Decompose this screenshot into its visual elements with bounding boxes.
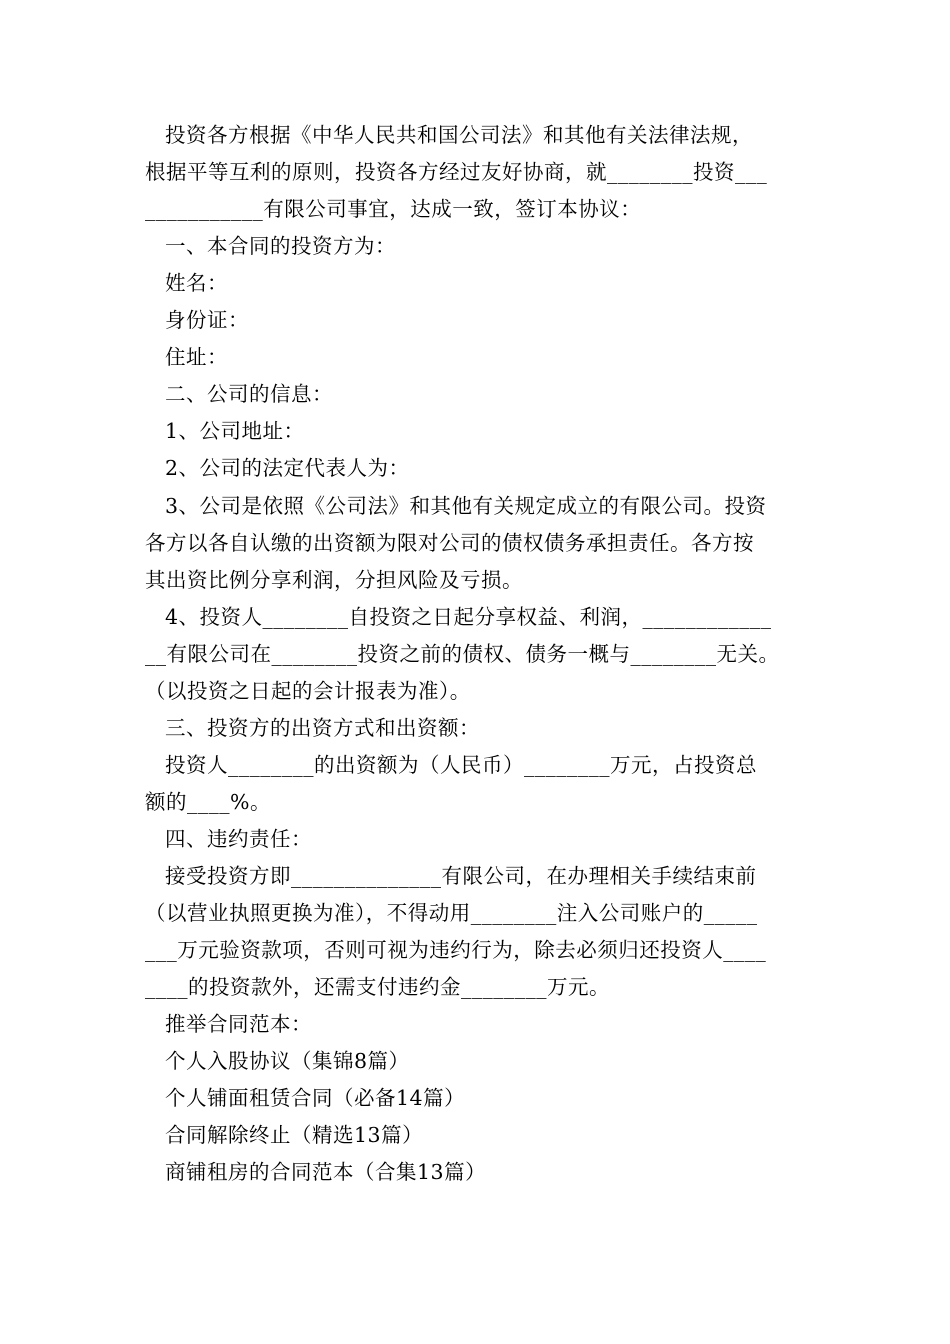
breach-line-2: （以营业执照更换为准），不得动用________注入公司账户的_____ xyxy=(145,901,758,925)
section-heading-company-info: 二、公司的信息： xyxy=(165,382,333,406)
paragraph-intro-line-2: 根据平等互利的原则，投资各方经过友好协商，就________投资___ xyxy=(145,160,768,184)
section-heading-capital: 三、投资方的出资方式和出资额： xyxy=(165,716,480,740)
recommended-item-3: 合同解除终止（精选13篇） xyxy=(165,1123,424,1147)
item-3-line-3: 其出资比例分享利润，分担风险及亏损。 xyxy=(145,568,523,592)
recommended-item-4: 商铺租房的合同范本（合集13篇） xyxy=(165,1160,487,1184)
section-heading-breach: 四、违约责任： xyxy=(165,827,312,851)
breach-line-4: ____的投资款外，还需支付违约金________万元。 xyxy=(145,975,610,999)
capital-line-1: 投资人________的出资额为（人民币）________万元，占投资总 xyxy=(165,753,757,777)
item-legal-representative: 2、公司的法定代表人为： xyxy=(165,456,410,480)
breach-line-1: 接受投资方即______________有限公司，在办理相关手续结束前 xyxy=(165,864,757,888)
recommended-item-2: 个人铺面租赁合同（必备14篇） xyxy=(165,1086,466,1110)
capital-line-2: 额的____%。 xyxy=(145,790,271,814)
section-heading-investors: 一、本合同的投资方为： xyxy=(165,234,396,258)
recommended-heading: 推举合同范本： xyxy=(165,1012,312,1036)
field-id-card: 身份证： xyxy=(165,308,249,332)
item-4-line-3: （以投资之日起的会计报表为准）。 xyxy=(145,679,471,703)
field-address: 住址： xyxy=(165,345,228,369)
recommended-item-1: 个人入股协议（集锦8篇） xyxy=(165,1049,410,1073)
paragraph-intro-line-3: ___________有限公司事宜，达成一致，签订本协议： xyxy=(145,197,642,221)
item-4-line-1: 4、投资人________自投资之日起分享权益、利润，____________ xyxy=(165,605,772,629)
paragraph-intro-line-1: 投资各方根据《中华人民共和国公司法》和其他有关法律法规， xyxy=(165,123,753,147)
item-4-line-2: __有限公司在________投资之前的债权、债务一概与________无关。 xyxy=(145,642,780,666)
field-name: 姓名： xyxy=(165,271,228,295)
breach-line-3: ___万元验资款项，否则可视为违约行为，除去必须归还投资人____ xyxy=(145,938,767,962)
item-3-line-1: 3、公司是依照《公司法》和其他有关规定成立的有限公司。投资 xyxy=(165,494,767,518)
item-company-address: 1、公司地址： xyxy=(165,419,305,443)
item-3-line-2: 各方以各自认缴的出资额为限对公司的债权债务承担责任。各方按 xyxy=(145,531,754,555)
